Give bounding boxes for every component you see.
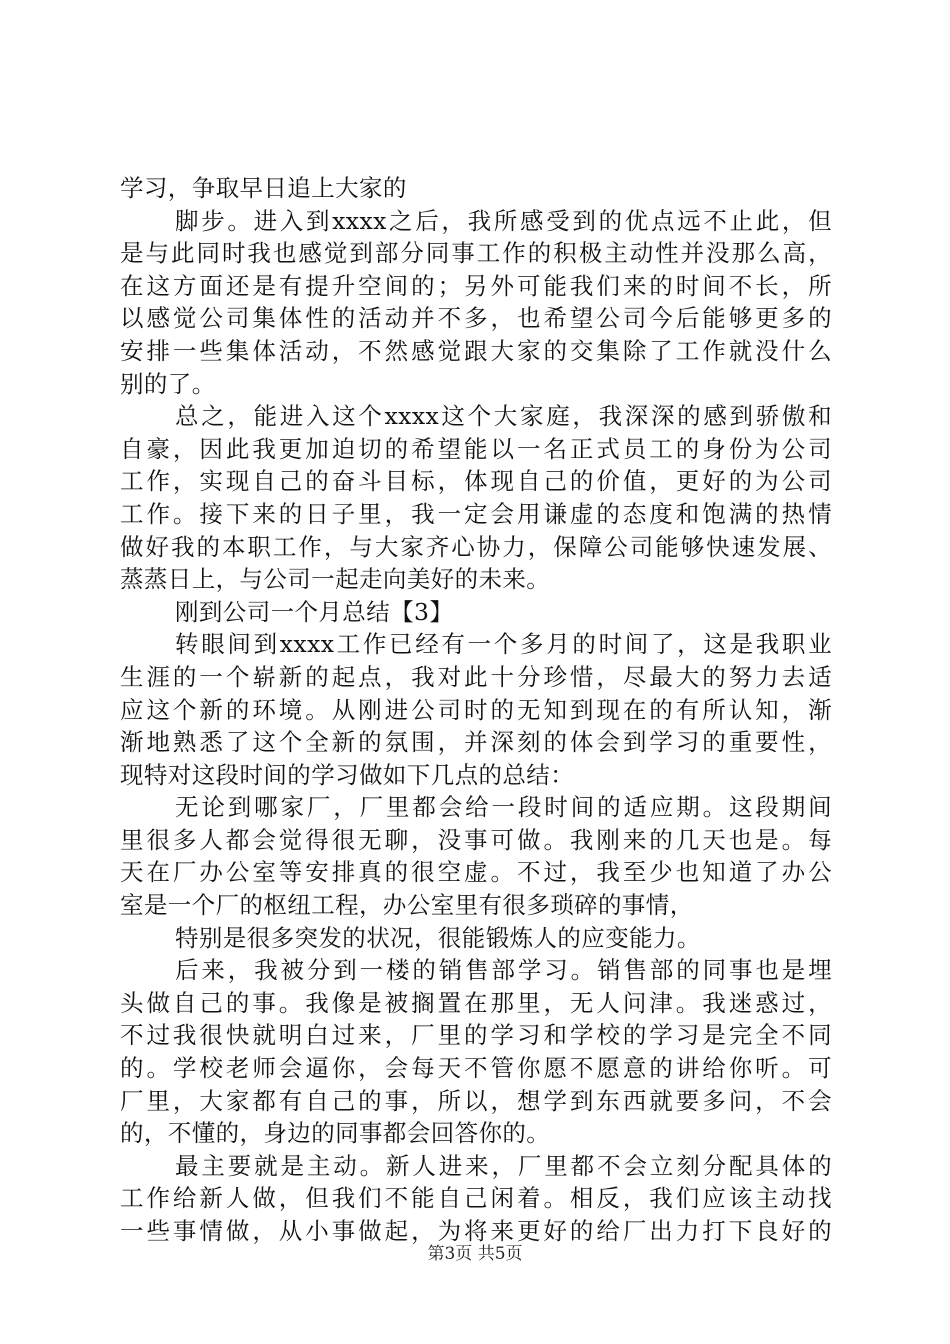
text-line: 室是一个厂的枢纽工程，办公室里有很多琐碎的事情， — [120, 891, 694, 920]
text-line: 特别是很多突发的状况，很能锻炼人的应变能力。 — [175, 923, 701, 952]
text-line: 刚到公司一个月总结【3】 — [175, 597, 454, 626]
text-line: 工作。接下来的日子里，我一定会用谦虚的态度和饱满的热情 — [120, 499, 832, 528]
text-line: 安排一些集体活动，不然感觉跟大家的交集除了工作就没什么 — [120, 336, 832, 365]
text-line: 自豪，因此我更加迫切的希望能以一名正式员工的身份为公司 — [120, 434, 832, 463]
text-line: 头做自己的事。我像是被搁置在那里，无人问津。我迷惑过， — [120, 988, 832, 1017]
text-line: 以感觉公司集体性的活动并不多，也希望公司今后能够更多的 — [120, 304, 832, 333]
text-line: 无论到哪家厂，厂里都会给一段时间的适应期。这段期间 — [175, 793, 832, 822]
text-line: 渐地熟悉了这个全新的氛围，并深刻的体会到学习的重要性， — [120, 728, 832, 757]
text-line: 的，不懂的，身边的同事都会回答你的。 — [120, 1119, 551, 1148]
text-line: 总之，能进入这个xxxx这个大家庭，我深深的感到骄傲和 — [175, 402, 832, 431]
text-line: 里很多人都会觉得很无聊，没事可做。我刚来的几天也是。每 — [120, 825, 832, 854]
text-line: 的。学校老师会逼你，会每天不管你愿不愿意的讲给你听。可 — [120, 1054, 832, 1083]
document-body — [120, 172, 832, 1248]
text-line: 天在厂办公室等安排真的很空虚。不过，我至少也知道了办公 — [120, 858, 832, 887]
text-line: 学习，争取早日追上大家的 — [120, 174, 407, 202]
text-line: 工作给新人做，但我们不能自己闲着。相反，我们应该主动找 — [120, 1184, 832, 1213]
text-line: 是与此同时我也感觉到部分同事工作的积极主动性并没那么高， — [120, 239, 832, 268]
text-line: 厂里，大家都有自己的事，所以，想学到东西就要多问，不会 — [120, 1086, 832, 1115]
text-line: 生涯的一个崭新的起点，我对此十分珍惜，尽最大的努力去适 — [120, 662, 832, 691]
text-line: 蒸蒸日上，与公司一起走向美好的未来。 — [120, 565, 551, 594]
text-line: 最主要就是主动。新人进来，厂里都不会立刻分配具体的 — [175, 1151, 832, 1180]
text-line: 别的了。 — [120, 369, 216, 398]
text-line: 一些事情做，从小事做起，为将来更好的给厂出力打下良好的 — [120, 1217, 832, 1245]
text-line: 应这个新的环境。从刚进公司时的无知到现在的有所认知，渐 — [120, 695, 832, 724]
page-footer: 第3页 共5页 — [427, 1244, 523, 1264]
text-line: 做好我的本职工作，与大家齐心协力，保障公司能够快速发展、 — [120, 532, 832, 561]
text-line: 转眼间到xxxx工作已经有一个多月的时间了，这是我职业 — [175, 630, 832, 659]
text-line: 现特对这段时间的学习做如下几点的总结： — [120, 760, 575, 789]
text-line: 后来，我被分到一楼的销售部学习。销售部的同事也是埋 — [175, 956, 832, 985]
text-line: 工作，实现自己的奋斗目标，体现自己的价值，更好的为公司 — [120, 467, 832, 496]
text-line: 不过我很快就明白过来，厂里的学习和学校的学习是完全不同 — [120, 1021, 832, 1050]
text-line: 在这方面还是有提升空间的；另外可能我们来的时间不长，所 — [120, 271, 832, 300]
text-line: 脚步。进入到xxxx之后，我所感受到的优点远不止此，但 — [175, 206, 832, 235]
